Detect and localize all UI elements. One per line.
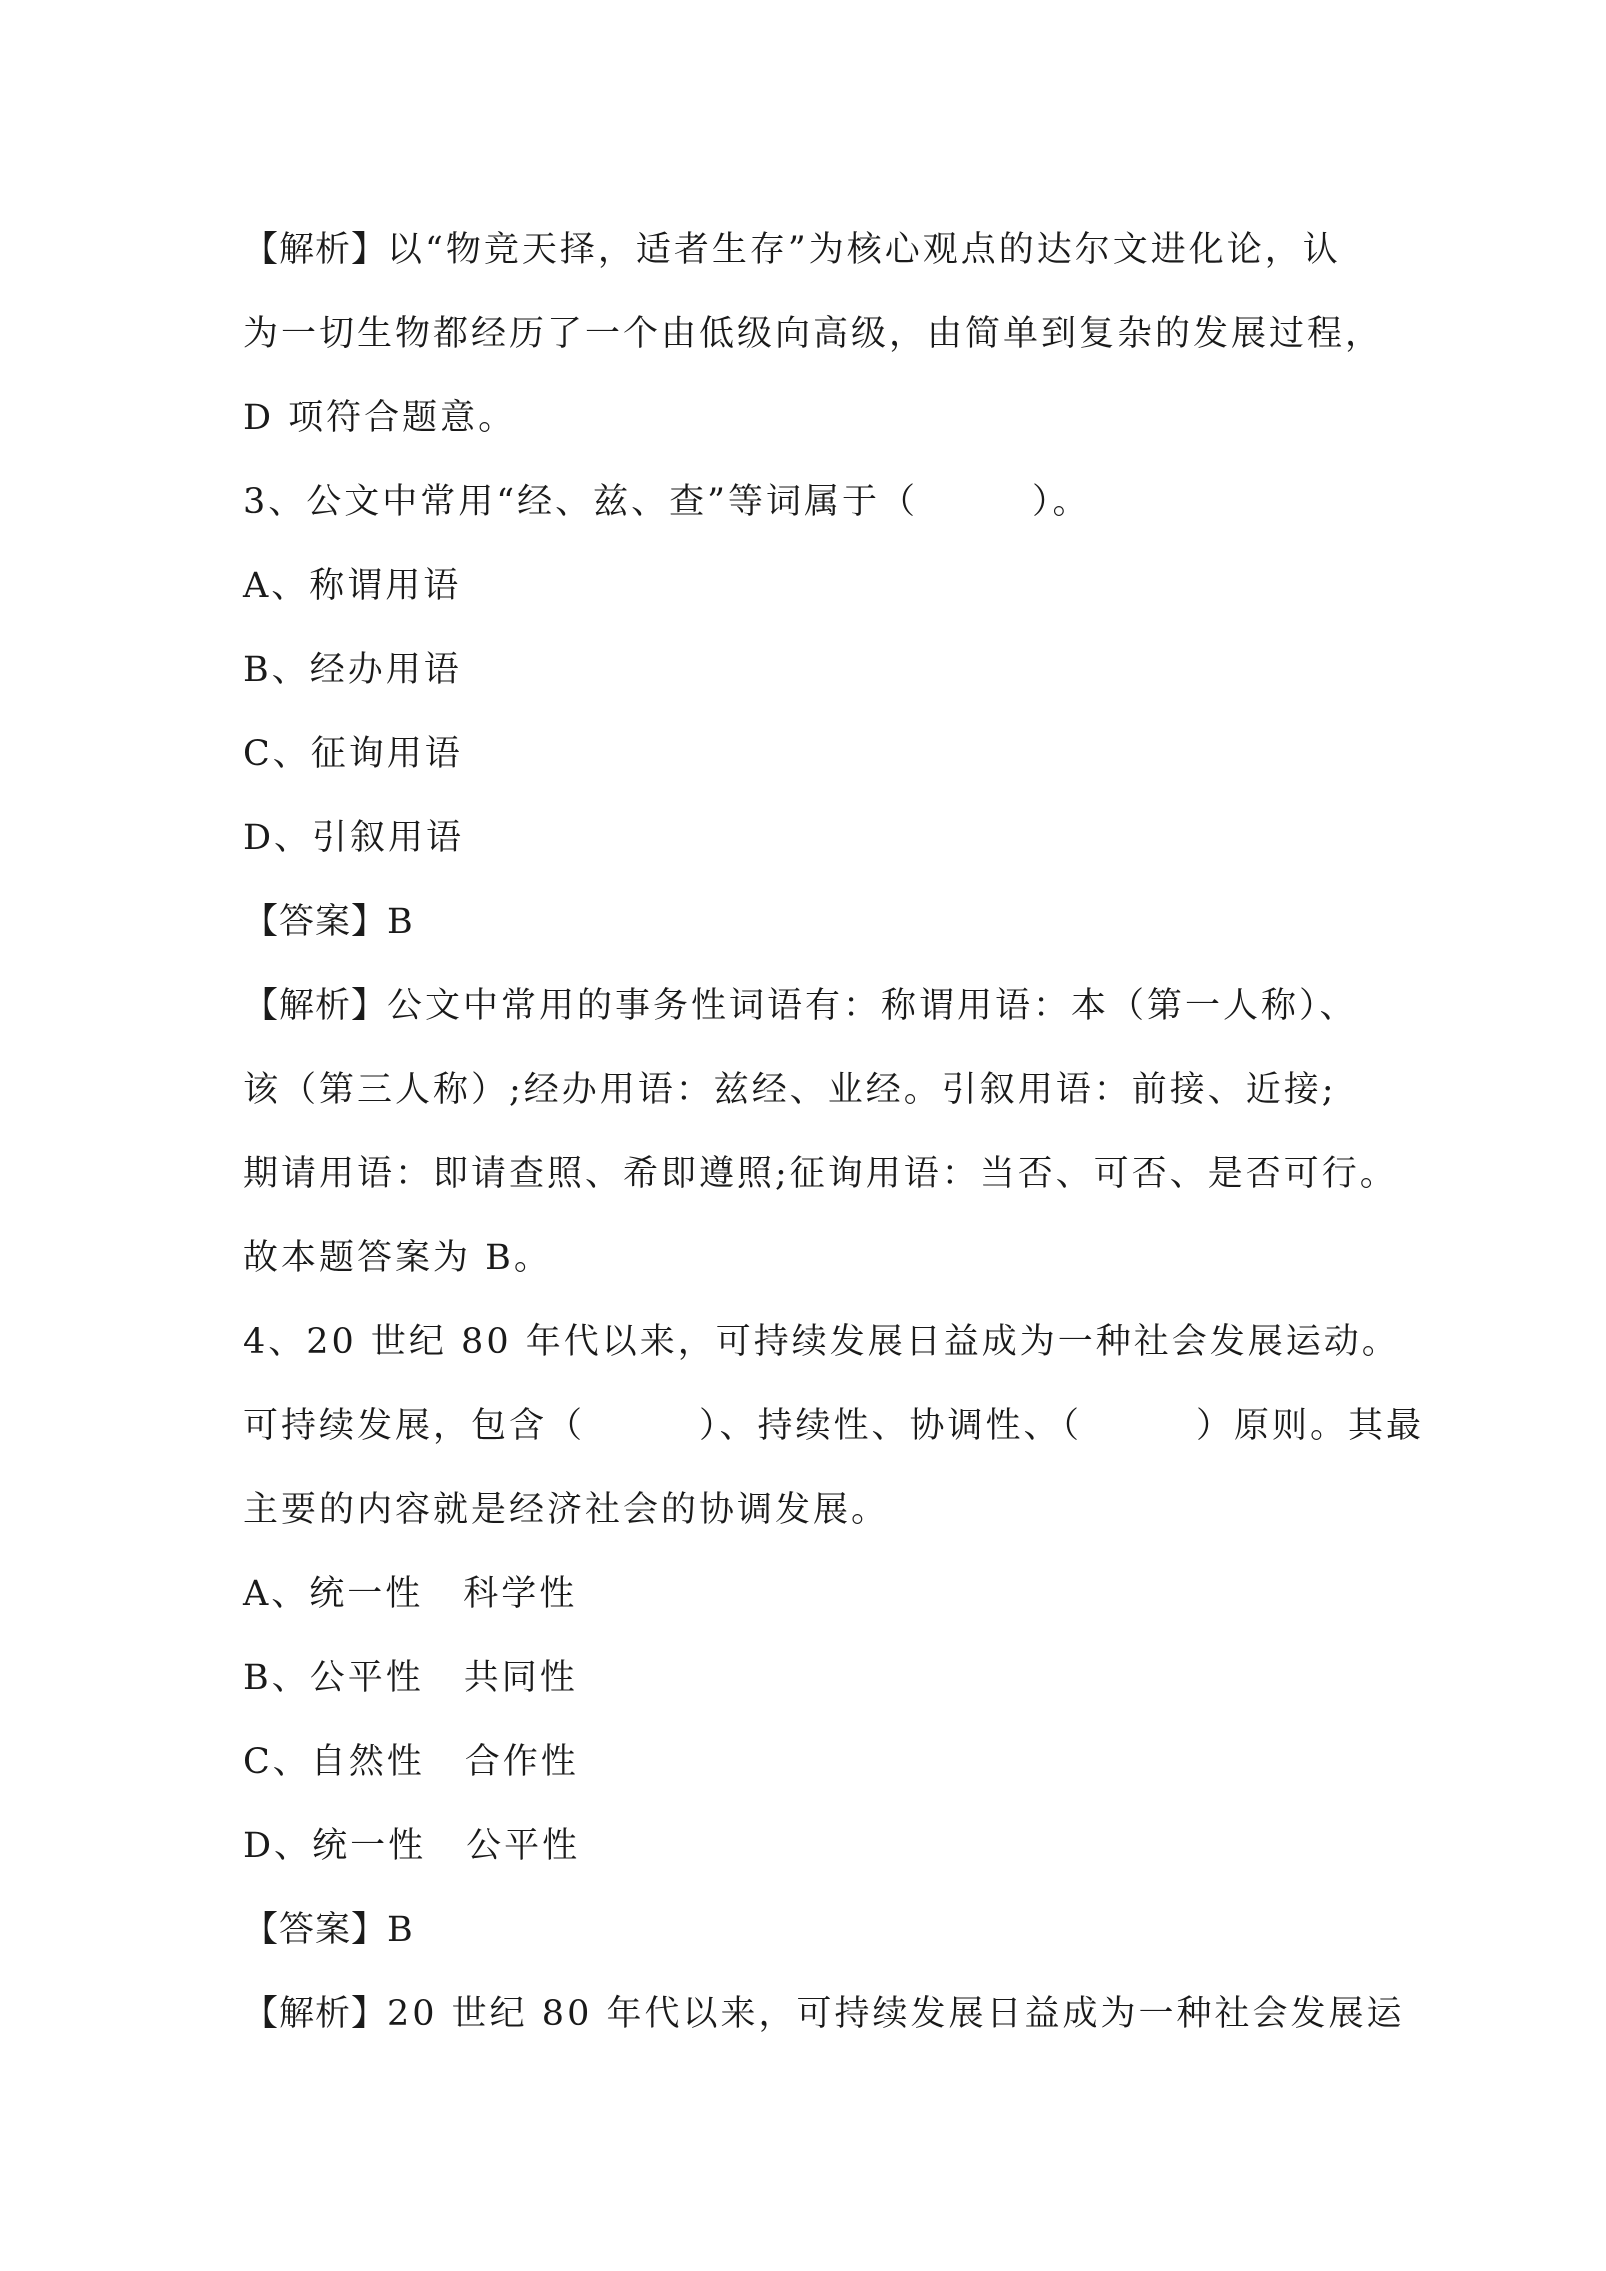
option-first: 统一性 [309,1574,424,1614]
answer-value: B [387,902,416,942]
page-content [243,208,1425,2056]
option-letter: D、 [243,1826,313,1866]
analysis-text: 20 世纪 80 年代以来，可持续发展日益成为一种社会发展运 [387,1994,1405,2034]
analysis-tag: 【解析】 [243,1994,388,2034]
analysis-tag: 【解析】 [243,986,388,1026]
analysis-text: 公文中常用的事务性词语有：称谓用语：本（第一人称）、 [387,986,1358,1026]
answer-value: B [387,1910,416,1950]
q3-analysis-line-2: 该（第三人称）;经办用语：兹经、业经。引叙用语：前接、近接; [243,1070,1337,1110]
option-letter: C、 [243,1742,311,1782]
q3-option-c: C、征询用语 [243,734,463,774]
q4-option-b [243,1636,1393,1720]
q2-analysis-line-3: D 项符合题意。 [243,398,517,438]
q4-option-c [243,1720,1393,1804]
q2-analysis-line-2: 为一切生物都经历了一个由低级向高级，由简单到复杂的发展过程， [243,314,1384,354]
analysis-tag: 【解析】 [243,230,388,270]
option-letter: B、 [243,1658,310,1698]
option-first: 统一性 [312,1826,427,1866]
q2-analysis-line-1 [243,208,1393,292]
option-first: 自然性 [310,1742,425,1782]
q3-option-d: D、引叙用语 [243,818,465,858]
q3-stem: 3、公文中常用“经、兹、查”等词属于（ ）。 [243,482,1091,522]
option-second: 合作性 [464,1742,579,1782]
option-first: 公平性 [309,1658,424,1698]
option-second: 公平性 [466,1826,581,1866]
q4-stem-line-3: 主要的内容就是经济社会的协调发展。 [243,1490,890,1530]
q4-stem-line-1: 4、20 世纪 80 年代以来，可持续发展日益成为一种社会发展运动。 [243,1322,1400,1362]
q4-stem-line-2: 可持续发展，包含（ ）、持续性、协调性、（ ）原则。其最 [243,1406,1425,1446]
analysis-text: 以“物竞天择，适者生存”为核心观点的达尔文进化论，认 [387,230,1341,270]
q3-answer [243,880,1393,964]
q3-analysis-line-3: 期请用语：即请查照、希即遵照;征询用语：当否、可否、是否可行。 [243,1154,1398,1194]
q4-analysis-line-1 [243,1972,1405,2056]
q3-option-b: B、经办用语 [243,650,462,690]
q4-option-d [243,1804,1393,1888]
option-second: 科学性 [463,1574,578,1614]
q3-option-a: A、称谓用语 [243,566,462,606]
option-second: 共同性 [463,1658,578,1698]
q4-option-a [243,1552,1393,1636]
q3-analysis-line-1 [243,964,1393,1048]
option-letter: A、 [243,1574,310,1614]
q4-answer [243,1888,1393,1972]
answer-tag: 【答案】 [243,902,388,942]
q3-analysis-line-4: 故本题答案为 B。 [243,1238,552,1278]
answer-tag: 【答案】 [243,1910,388,1950]
